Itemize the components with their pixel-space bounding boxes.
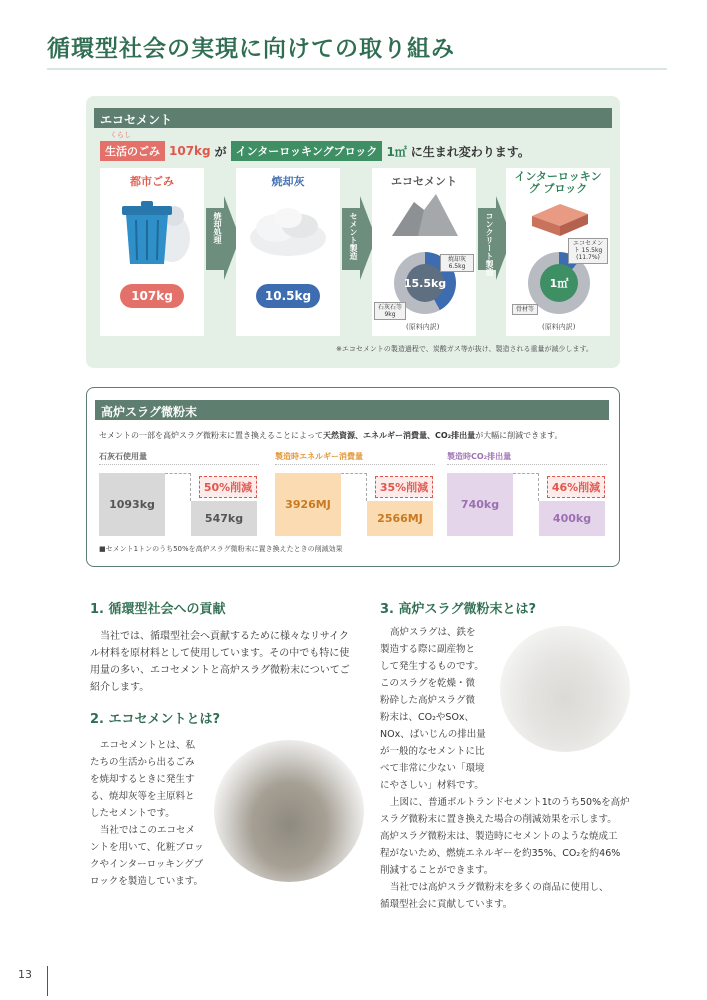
step-title: インターロッキング ブロック (514, 170, 602, 195)
step-municipal-waste (100, 168, 204, 336)
eco-cement-photo (214, 740, 364, 882)
text-line: る、焼却灰等を主原料と (90, 791, 195, 802)
step-eco-cement (372, 168, 476, 336)
lead-bold: 天然資源、エネルギー消費量、CO₂排出量 (323, 431, 476, 440)
breakdown-caption: (原料内訳) (406, 323, 440, 331)
arrow-label: セメント製造 (349, 212, 358, 260)
arrow-incineration (206, 190, 240, 286)
donut-value: 15.5kg (406, 264, 444, 302)
text-line: を焼却するときに発生す (90, 774, 195, 785)
reduction-guide (165, 473, 191, 501)
eco-cement-heading: エコセメント (94, 108, 612, 128)
text-line: 高炉スラグは、鉄を (390, 627, 476, 638)
value-pill: 107kg (120, 284, 184, 308)
text-line: 当社ではこのエコセメ (100, 825, 196, 836)
breakdown-caption: (原料内訳) (542, 323, 576, 331)
text-line: して発生するものです。 (380, 661, 484, 672)
section3-body-b (380, 794, 640, 913)
text-line: ロックを製造しています。 (90, 876, 204, 887)
section1-body (90, 628, 356, 696)
tag-household-waste-label: 生活のごみ (105, 145, 160, 158)
trash-can-icon (114, 194, 192, 266)
text-line: したセメントです。 (90, 808, 175, 819)
lead-particle: が (214, 144, 227, 159)
reduction-guide (513, 473, 539, 501)
bar-before: 740kg (447, 473, 513, 536)
paving-block-icon (526, 198, 592, 240)
reduction-guide (341, 473, 367, 501)
text-line: 用量の多い、エコセメントと高炉スラグ微粉末についてご (90, 665, 350, 676)
slag-lead (99, 430, 563, 441)
text-line: 製造する際に副産物と (380, 644, 476, 655)
section3-heading: 3. 高炉スラグ微粉末とは? (380, 602, 537, 617)
slag-note: ■セメント1トンのうち50%を高炉スラグ微粉末に置き換えたときの削減効果 (99, 545, 343, 553)
bar-after: 547kg (191, 501, 257, 536)
bar-before: 3926MJ (275, 473, 341, 536)
text-line: 当社では、循環型社会へ貢献するために様々なリサイク (100, 631, 349, 642)
reduction-badge: 35%削減 (375, 476, 433, 498)
reduction-badge: 46%削減 (547, 476, 605, 498)
step-title: エコセメント (391, 175, 457, 188)
step-incinerated-ash (236, 168, 340, 336)
bar-after: 2566MJ (367, 501, 433, 536)
lead-text: が大幅に削減できます。 (475, 431, 563, 440)
text-line: ル材料を原材料として使用しています。その中でも特に使 (90, 648, 350, 659)
eco-lead (100, 131, 610, 162)
slag-powder-panel (86, 387, 620, 567)
arrow-cement-production (342, 190, 376, 286)
comparison-energy (275, 451, 445, 551)
page-number: 13 (18, 968, 32, 981)
text-line: たちの生活から出るごみ (90, 757, 195, 768)
section2-heading: 2. エコセメントとは? (90, 712, 221, 727)
ash-pile-icon (246, 198, 330, 260)
arrow-label: 焼却処理 (213, 212, 222, 244)
text-line: クやインターロッキングブ (90, 859, 204, 870)
lead-suffix: に生まれ変わります。 (410, 144, 530, 159)
comparison-title: 製造時CO₂排出量 (447, 451, 607, 465)
text-line: 循環型社会に貢献しています。 (380, 899, 513, 910)
comparison-limestone (99, 451, 269, 551)
arrow-label: コンクリート製造 (485, 212, 494, 276)
text-line: 粉砕した高炉スラグ微 (380, 695, 476, 706)
cement-pile-icon (388, 190, 462, 240)
text-line: スラグ微粉末に置き換えた場合の削減効果を示します。 (380, 814, 617, 825)
ruby-text: くらし (110, 131, 131, 139)
text-line: 削減することができます。 (380, 865, 494, 876)
eco-cement-note: ※エコセメントの製造過程で、炭酸ガス等が抜け、製造される重量が減少します。 (336, 345, 593, 353)
step-title: 都市ごみ (130, 175, 174, 188)
text-line: 粉末は、CO₂やSOx、 (380, 712, 475, 723)
slag-powder-photo (500, 626, 630, 752)
lead-amount-waste: 107kg (169, 144, 211, 158)
label-limestone-share: 石灰石等 9kg (374, 302, 406, 320)
step-title: 焼却灰 (271, 175, 305, 188)
text-line: 当社では高炉スラグ微粉末を多くの商品に使用し、 (390, 882, 609, 893)
donut-value: 1㎡ (540, 264, 578, 302)
label-eco-cement-share: エコセメント 15.5kg (11.7%) (568, 238, 608, 264)
tag-interlocking-block: インターロッキングブロック (231, 141, 383, 161)
text-line: にやさしい」材料です。 (380, 780, 484, 791)
text-line: 紹介します。 (90, 682, 150, 693)
comparison-title: 石灰石使用量 (99, 451, 259, 465)
label-ash-share: 焼却灰 6.5kg (440, 254, 474, 272)
lead-text: セメントの一部を高炉スラグ微粉末に置き換えることによって (99, 431, 323, 440)
text-line: NOx、ばいじんの排出量 (380, 729, 486, 740)
bar-before: 1093kg (99, 473, 165, 536)
text-line: ントを用いて、化粧ブロッ (90, 842, 204, 853)
page-title: 循環型社会の実現に向けての取り組み (47, 36, 455, 62)
step-interlocking-block (506, 168, 610, 336)
page-number-divider (47, 966, 48, 996)
comparison-title: 製造時エネルギー消費量 (275, 451, 435, 465)
slag-heading: 高炉スラグ微粉末 (95, 400, 609, 420)
text-line: 上図に、普通ポルトランドセメント1tのうち50%を高炉 (390, 797, 630, 808)
comparison-co2 (447, 451, 617, 551)
label-aggregate-share: 骨材等 (512, 304, 538, 315)
text-line: エコセメントとは、私 (100, 740, 196, 751)
text-line: べて非常に少ない「環境 (380, 763, 485, 774)
section1-heading: 1. 循環型社会への貢献 (90, 602, 226, 617)
title-divider (47, 68, 667, 70)
text-line: このスラグを乾燥・微 (380, 678, 476, 689)
text-line: 高炉スラグ微粉末は、製造時にセメントのような焼成工 (380, 831, 618, 842)
text-line: が一般的なセメントに比 (380, 746, 485, 757)
reduction-badge: 50%削減 (199, 476, 257, 498)
lead-amount-block: 1㎡ (386, 144, 407, 159)
value-pill: 10.5kg (256, 284, 320, 308)
tag-household-waste (100, 131, 165, 161)
section3-body-a (380, 624, 510, 794)
eco-cement-panel (86, 96, 620, 368)
section2-body (90, 737, 220, 890)
bar-after: 400kg (539, 501, 605, 536)
text-line: 程がないため、燃焼エネルギーを約35%、CO₂を約46% (380, 848, 621, 859)
